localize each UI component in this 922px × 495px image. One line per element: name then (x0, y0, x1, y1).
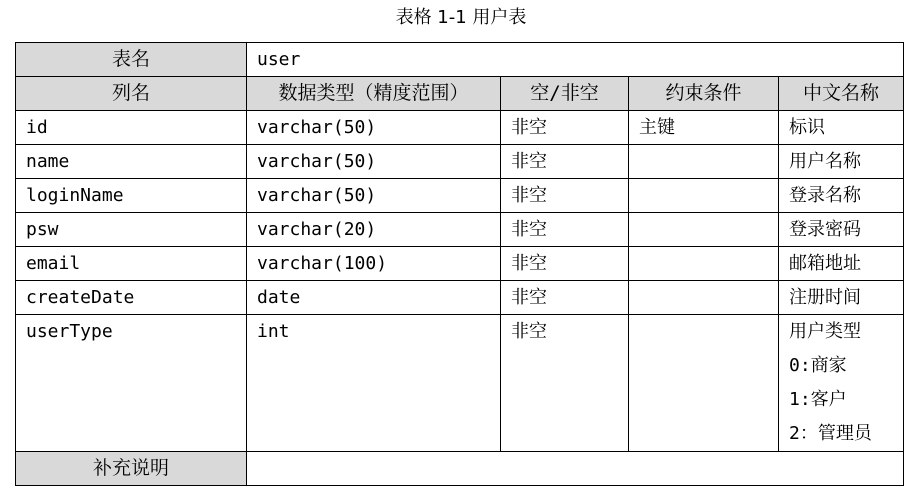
cell-nullable: 非空 (501, 281, 629, 315)
column-header-row (16, 77, 904, 111)
cell-column-name: psw (16, 213, 247, 247)
table-row (16, 247, 904, 281)
footer-value (247, 452, 904, 486)
cn-line: 用户类型 (789, 321, 861, 342)
cn-line: 1:客户 (789, 389, 847, 410)
cell-chinese-name: 登录名称 (779, 179, 904, 213)
header-data-type: 数据类型（精度范围） (247, 77, 501, 111)
cell-column-name: id (16, 111, 247, 145)
cell-nullable: 非空 (501, 315, 629, 452)
footer-row (16, 452, 904, 486)
table-name-row (16, 43, 904, 77)
cell-data-type: varchar(50) (247, 111, 501, 145)
cn-line: 0:商家 (789, 355, 847, 376)
cell-nullable: 非空 (501, 179, 629, 213)
cell-chinese-name: 邮箱地址 (779, 247, 904, 281)
cell-column-name: userType (16, 315, 247, 452)
cell-chinese-name: 标识 (779, 111, 904, 145)
table-row (16, 111, 904, 145)
cell-nullable: 非空 (501, 111, 629, 145)
cell-nullable: 非空 (501, 213, 629, 247)
cell-constraint (629, 247, 779, 281)
cell-data-type: int (247, 315, 501, 452)
cell-nullable: 非空 (501, 247, 629, 281)
cell-constraint (629, 179, 779, 213)
table-name-label: 表名 (16, 43, 247, 77)
cell-constraint (629, 315, 779, 452)
cell-column-name: name (16, 145, 247, 179)
table-caption: 表格 1-1 用户表 (395, 7, 527, 28)
cn-line: 2：管理员 (789, 423, 872, 444)
table-row (16, 179, 904, 213)
cell-chinese-name: 注册时间 (779, 281, 904, 315)
table-row (16, 281, 904, 315)
cell-column-name: createDate (16, 281, 247, 315)
cell-chinese-name-multiline (779, 315, 904, 452)
cell-constraint (629, 281, 779, 315)
table-row (16, 145, 904, 179)
header-chinese-name: 中文名称 (779, 77, 904, 111)
cell-constraint: 主键 (629, 111, 779, 145)
cell-data-type: date (247, 281, 501, 315)
table-row (16, 315, 904, 452)
cell-column-name: loginName (16, 179, 247, 213)
cell-data-type: varchar(100) (247, 247, 501, 281)
header-column-name: 列名 (16, 77, 247, 111)
table-name-value: user (247, 43, 904, 77)
cell-constraint (629, 145, 779, 179)
header-nullable: 空/非空 (501, 77, 629, 111)
table-row (16, 213, 904, 247)
cell-column-name: email (16, 247, 247, 281)
footer-label: 补充说明 (16, 452, 247, 486)
cell-constraint (629, 213, 779, 247)
cell-data-type: varchar(50) (247, 179, 501, 213)
cell-chinese-name: 用户名称 (779, 145, 904, 179)
header-constraint: 约束条件 (629, 77, 779, 111)
cell-data-type: varchar(50) (247, 145, 501, 179)
user-table-spec (15, 42, 904, 486)
cell-nullable: 非空 (501, 145, 629, 179)
cell-data-type: varchar(20) (247, 213, 501, 247)
cell-chinese-name: 登录密码 (779, 213, 904, 247)
